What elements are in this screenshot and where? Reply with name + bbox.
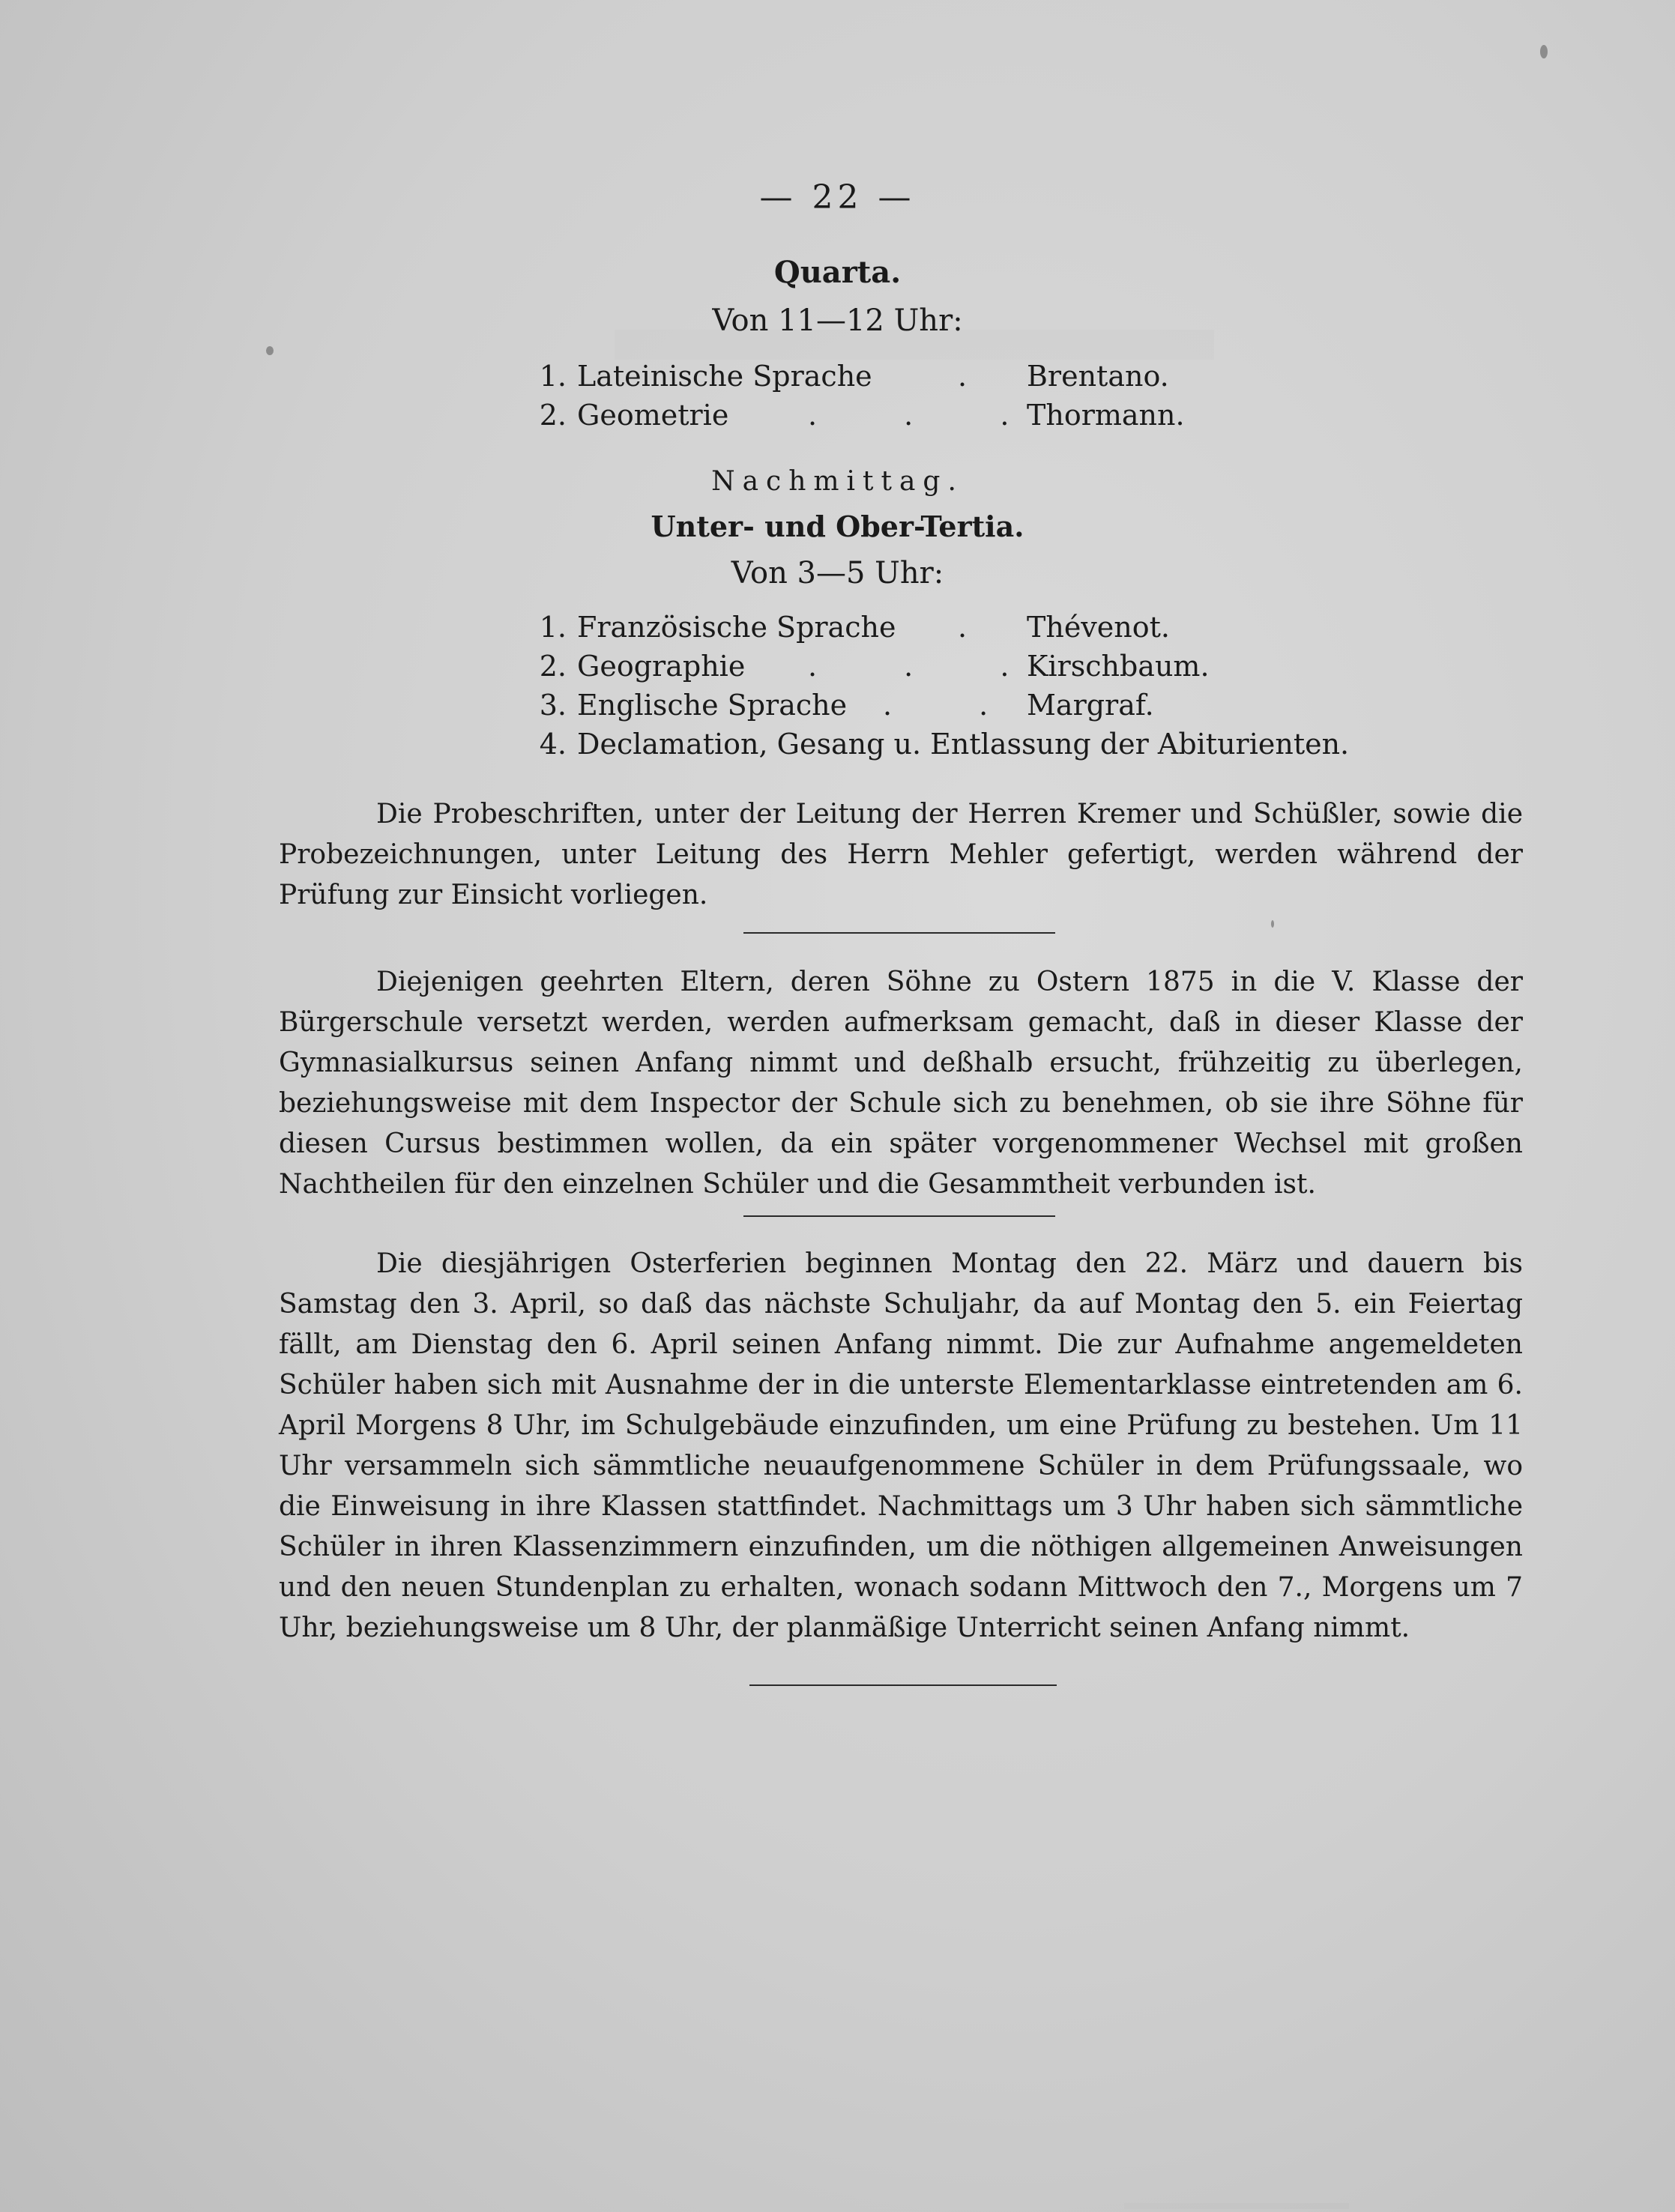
paragraph-probeschriften: Die Probeschriften, unter der Leitung der Herren Kremer und Schüßler, sowie die Probezeichnungen, unter Leitung des Herrn Mehler gefertigt, werden während der Prüfung zur Einsicht vorliegen. (279, 799, 1523, 910)
paragraph-osterferien: Die diesjährigen Osterferien beginnen Montag den 22. März und dauern bis Samstag den 3. April, so daß das nächste Schuljahr, da auf Montag den 5. ein Feiertag fällt, am Dienstag den 6. April seinen Anfang nimmt. Die zur Aufnahme angemeldeten Schüler haben sich mit Ausnahme der in die unterste Elementarklasse eintretenden am 6. April Morgens 8 Uhr, im Schulgebäude einzufinden, um eine Prüfung zu bestehen. Um 11 Uhr versammeln sich sämmtliche neuaufgenommene Schüler in dem Prüfungssaale, wo die Einweisung in ihre Klassen stattfindet. Nachmittags um 3 Uhr haben sich sämmtliche Schüler in ihren Klassenzimmern einzufinden, um die nöthigen allgemeinen Anweisungen und den neuen Stundenplan zu erhalten, wonach sodann Mittwoch den 7., Morgens um 7 Uhr, beziehungsweise um 8 Uhr, der planmäßige Unterricht seinen Anfang nimmt. (279, 1248, 1523, 1643)
item-dots: . (958, 360, 1006, 393)
item-teacher: Thévenot. (1027, 611, 1170, 644)
item-number: 2. (539, 399, 567, 432)
schedule-item (525, 728, 1349, 765)
item-dots: . . (883, 689, 1027, 722)
paper-speck (266, 346, 274, 355)
paragraph-eltern: Diejenigen geehrten Eltern, deren Söhne zu Ostern 1875 in die V. Klasse der Bürgerschule versetzt werden, werden aufmerksam gemacht, daß in dieser Klasse der Gymnasialkursus seinen Anfang nimmt und deßhalb ersucht, frühzeitig zu überlegen, beziehungsweise mit dem Inspector der Schule sich zu benehmen, ob sie ihre Söhne für diesen Cursus bestimmen wollen, da ein später vorgenommener Wechsel mit großen Nachtheilen für den einzelnen Schüler und die Gesammtheit verbunden ist. (279, 967, 1523, 1200)
item-teacher: Margraf. (1027, 689, 1154, 722)
page-number: — 22 — (759, 178, 916, 217)
schedule-item (525, 611, 1274, 648)
paper-speck (1540, 45, 1548, 58)
item-teacher: Thormann. (1027, 399, 1185, 432)
quarta-title: Quarta. (773, 255, 902, 290)
schedule-item (525, 650, 1274, 687)
item-subject: Declamation, Gesang u. Entlassung der Abiturienten. (577, 728, 1350, 761)
item-number: 1. (539, 611, 567, 644)
item-number: 4. (539, 728, 567, 761)
item-dots: . . . (808, 399, 1048, 432)
section-divider (743, 932, 1055, 934)
paper-speck (1271, 920, 1274, 928)
closing-rule (749, 1684, 1057, 1686)
schedule-item (525, 689, 1274, 726)
section-divider (743, 1215, 1055, 1217)
item-teacher: Brentano. (1027, 360, 1169, 393)
item-subject: Lateinische Sprache (577, 360, 872, 393)
nachmittag-title: Nachmittag. (711, 466, 964, 497)
item-number: 2. (539, 650, 567, 683)
quarta-time: Von 11—12 Uhr: (712, 303, 963, 338)
schedule-item (525, 399, 1199, 436)
item-dots: . . . (808, 650, 1048, 683)
item-dots: . (958, 611, 1006, 644)
item-subject: Französische Sprache (577, 611, 896, 644)
item-number: 3. (539, 689, 567, 722)
bleed-through-mark (1124, 2203, 1349, 2209)
nachmittag-time: Von 3—5 Uhr: (731, 556, 944, 590)
item-subject: Geometrie (577, 399, 729, 432)
schedule-item (525, 360, 1199, 397)
item-teacher: Kirschbaum. (1027, 650, 1210, 683)
item-number: 1. (539, 360, 567, 393)
tertia-title: Unter- und Ober-Tertia. (651, 510, 1024, 543)
item-subject: Geographie (577, 650, 746, 683)
item-subject: Englische Sprache (577, 689, 848, 722)
